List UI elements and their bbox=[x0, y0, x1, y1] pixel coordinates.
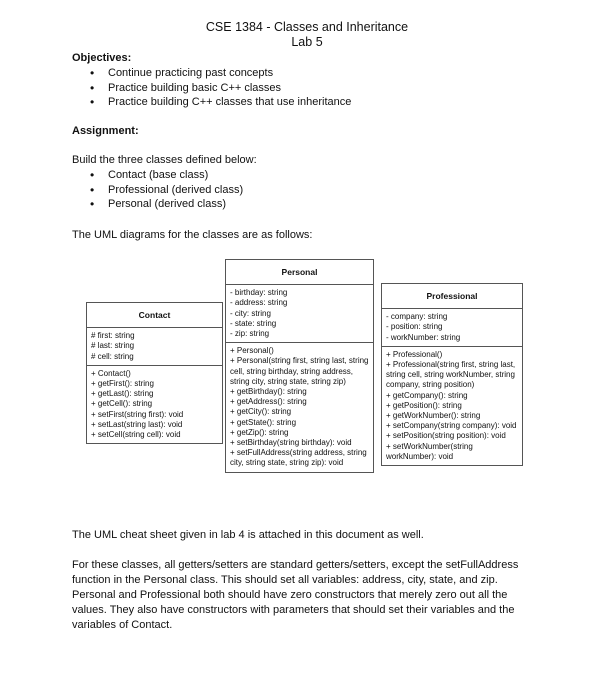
uml-attribute: - state: string bbox=[230, 318, 277, 328]
uml-professional-methods bbox=[382, 346, 522, 465]
uml-intro: The UML diagrams for the classes are as follows: bbox=[72, 229, 313, 241]
uml-personal-box bbox=[225, 259, 374, 473]
uml-method: + getAddress(): string bbox=[230, 397, 307, 407]
uml-personal-attributes bbox=[226, 284, 373, 342]
description-paragraph: For these classes, all getters/setters are standard getters/setters, except the setFullAddress function in the Personal class. This should set all variables: address, city, state, and zip. Personal and Professional both should have zero constructors that merely zero out all the values. They also have constructors with parameters that should set their variables and the variables of Contact. bbox=[72, 559, 519, 631]
class-list-item: • Contact (base class) bbox=[72, 168, 552, 183]
document-title: CSE 1384 - Classes and Inheritance bbox=[205, 20, 409, 34]
uml-method: + setFirst(string first): void bbox=[91, 409, 184, 419]
uml-method: + getWorkNumber(): string bbox=[386, 411, 481, 421]
uml-method: + getZip(): string bbox=[230, 427, 289, 437]
objectives-list bbox=[72, 66, 552, 110]
uml-method: + Professional() bbox=[386, 349, 443, 359]
uml-contact-methods bbox=[87, 365, 222, 443]
assignment-heading: Assignment: bbox=[72, 125, 139, 137]
uml-method: + Personal(string first, string last, string cell, string birthday, string address, string city, string state, string zip) bbox=[230, 356, 371, 386]
uml-attribute: # cell: string bbox=[91, 351, 134, 361]
uml-method: + getPosition(): string bbox=[386, 400, 462, 410]
uml-contact-attributes bbox=[87, 327, 222, 365]
assignment-intro: Build the three classes defined below: bbox=[72, 154, 257, 166]
uml-contact-box bbox=[86, 302, 223, 444]
uml-attribute: # last: string bbox=[91, 341, 135, 351]
uml-method: + setBirthday(string birthday): void bbox=[230, 438, 352, 448]
uml-method: + getState(): string bbox=[230, 417, 297, 427]
objective-item: • Practice building basic C++ classes bbox=[72, 81, 552, 96]
class-list-item: • Personal (derived class) bbox=[72, 197, 552, 212]
document-subtitle: Lab 5 bbox=[291, 35, 323, 49]
uml-method: + setWorkNumber(string workNumber): void bbox=[386, 441, 475, 461]
cheat-sheet-note: The UML cheat sheet given in lab 4 is attached in this document as well. bbox=[72, 529, 424, 541]
uml-attribute: - company: string bbox=[386, 312, 448, 322]
objectives-heading: Objectives: bbox=[72, 52, 132, 64]
uml-method: + Professional(string first, string last, string cell, string workNumber, string company, string position) bbox=[386, 360, 518, 390]
uml-method: + getCity(): string bbox=[230, 407, 292, 417]
uml-method: + Contact() bbox=[91, 368, 131, 378]
uml-method: + getBirthday(): string bbox=[230, 387, 307, 397]
class-list bbox=[72, 168, 552, 212]
uml-attribute: - zip: string bbox=[230, 329, 270, 339]
uml-method: + setCompany(string company): void bbox=[386, 421, 517, 431]
uml-attribute: - address: string bbox=[230, 298, 288, 308]
uml-professional-attributes bbox=[382, 308, 522, 346]
uml-method: + setPosition(string position): void bbox=[386, 431, 506, 441]
uml-method: + getCell(): string bbox=[91, 399, 153, 409]
uml-method: + getLast(): string bbox=[91, 389, 154, 399]
class-list-item: • Professional (derived class) bbox=[72, 183, 552, 198]
uml-attribute: - workNumber: string bbox=[386, 332, 461, 342]
uml-attribute: - city: string bbox=[230, 308, 271, 318]
objective-item: • Continue practicing past concepts bbox=[72, 66, 552, 81]
uml-method: + setCell(string cell): void bbox=[91, 430, 181, 440]
uml-contact-name: Contact bbox=[138, 310, 171, 320]
uml-professional-box bbox=[381, 283, 523, 466]
uml-method: + Personal() bbox=[230, 346, 274, 356]
uml-method: + setLast(string last): void bbox=[91, 419, 183, 429]
uml-personal-methods bbox=[226, 342, 373, 471]
uml-attribute: - position: string bbox=[386, 322, 443, 332]
uml-attribute: # first: string bbox=[91, 331, 135, 341]
uml-method: + setFullAddress(string address, string city, string state, string zip): void bbox=[230, 448, 369, 468]
objective-item: • Practice building C++ classes that use inheritance bbox=[72, 95, 552, 110]
uml-attribute: - birthday: string bbox=[230, 288, 288, 298]
uml-professional-name: Professional bbox=[426, 291, 478, 301]
uml-method: + getCompany(): string bbox=[386, 390, 468, 400]
uml-personal-name: Personal bbox=[281, 267, 318, 277]
uml-method: + getFirst(): string bbox=[91, 379, 154, 389]
